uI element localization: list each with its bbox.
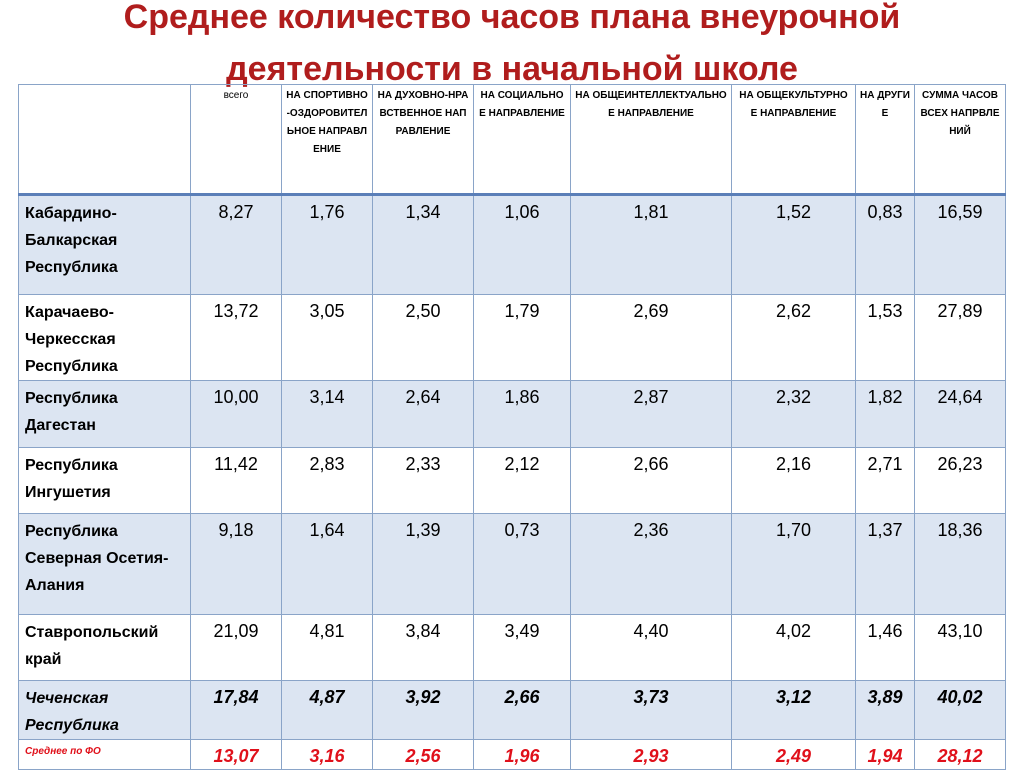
value-cell: 3,73: [571, 681, 732, 740]
average-value-cell: 13,07: [191, 740, 282, 770]
header-cell-moral: НА ДУХОВНО-НРАВСТВЕННОЕ НАПРАВЛЕНИЕ: [373, 85, 474, 195]
value-cell: 1,34: [373, 195, 474, 295]
value-cell: 3,89: [856, 681, 915, 740]
value-cell: 10,00: [191, 381, 282, 448]
value-cell: 13,72: [191, 295, 282, 381]
table-row: [19, 195, 1006, 295]
header-cell-sum: СУММА ЧАСОВ ВСЕХ НАПРВЛЕНИЙ: [915, 85, 1006, 195]
header-cell-cultural: НА ОБЩЕКУЛЬТУРНОЕ НАПРАВЛЕНИЕ: [732, 85, 856, 195]
header-cell-empty: [19, 85, 191, 195]
table-row: [19, 615, 1006, 681]
value-cell: 27,89: [915, 295, 1006, 381]
value-cell: 2,50: [373, 295, 474, 381]
value-cell: 1,64: [282, 514, 373, 615]
value-cell: 4,02: [732, 615, 856, 681]
region-cell: Карачаево-Черкесская Республика: [19, 295, 191, 381]
value-cell: 1,81: [571, 195, 732, 295]
value-cell: 1,39: [373, 514, 474, 615]
value-cell: 9,18: [191, 514, 282, 615]
table-row: [19, 295, 1006, 381]
value-cell: 1,53: [856, 295, 915, 381]
value-cell: 2,33: [373, 448, 474, 514]
value-cell: 3,05: [282, 295, 373, 381]
value-cell: 2,32: [732, 381, 856, 448]
value-cell: 2,36: [571, 514, 732, 615]
hours-table: [18, 84, 1006, 770]
average-label: Среднее по ФО: [19, 740, 191, 770]
average-value-cell: 2,56: [373, 740, 474, 770]
value-cell: 2,64: [373, 381, 474, 448]
value-cell: 40,02: [915, 681, 1006, 740]
value-cell: 1,76: [282, 195, 373, 295]
table-row: [19, 448, 1006, 514]
header-cell-total: всего: [191, 85, 282, 195]
value-cell: 8,27: [191, 195, 282, 295]
value-cell: 2,83: [282, 448, 373, 514]
header-cell-sport: НА СПОРТИВНО-ОЗДОРОВИТЕЛЬНОЕ НАПРАВЛЕНИЕ: [282, 85, 373, 195]
region-cell: Республика Дагестан: [19, 381, 191, 448]
value-cell: 2,66: [474, 681, 571, 740]
value-cell: 2,87: [571, 381, 732, 448]
value-cell: 24,64: [915, 381, 1006, 448]
value-cell: 1,86: [474, 381, 571, 448]
value-cell: 3,12: [732, 681, 856, 740]
header-row: [19, 85, 1006, 195]
value-cell: 3,49: [474, 615, 571, 681]
value-cell: 26,23: [915, 448, 1006, 514]
average-value-cell: 28,12: [915, 740, 1006, 770]
value-cell: 1,82: [856, 381, 915, 448]
value-cell: 1,70: [732, 514, 856, 615]
average-value-cell: 2,93: [571, 740, 732, 770]
value-cell: 3,14: [282, 381, 373, 448]
value-cell: 17,84: [191, 681, 282, 740]
region-cell: Чеченская Республика: [19, 681, 191, 740]
region-cell: Республика Северная Осетия-Алания: [19, 514, 191, 615]
region-cell: Республика Ингушетия: [19, 448, 191, 514]
value-cell: 2,16: [732, 448, 856, 514]
value-cell: 2,62: [732, 295, 856, 381]
table-row: [19, 681, 1006, 740]
average-value-cell: 1,94: [856, 740, 915, 770]
value-cell: 18,36: [915, 514, 1006, 615]
value-cell: 0,83: [856, 195, 915, 295]
region-cell: Кабардино-Балкарская Республика: [19, 195, 191, 295]
value-cell: 0,73: [474, 514, 571, 615]
value-cell: 1,79: [474, 295, 571, 381]
value-cell: 2,71: [856, 448, 915, 514]
value-cell: 43,10: [915, 615, 1006, 681]
title-line-1: Среднее количество часов плана внеурочной: [123, 0, 901, 36]
header-cell-social: НА СОЦИАЛЬНОЕ НАПРАВЛЕНИЕ: [474, 85, 571, 195]
header-cell-intellectual: НА ОБЩЕИНТЕЛЛЕКТУАЛЬНОЕ НАПРАВЛЕНИЕ: [571, 85, 732, 195]
value-cell: 2,66: [571, 448, 732, 514]
value-cell: 16,59: [915, 195, 1006, 295]
table-row: [19, 514, 1006, 615]
average-value-cell: 1,96: [474, 740, 571, 770]
value-cell: 11,42: [191, 448, 282, 514]
value-cell: 1,52: [732, 195, 856, 295]
value-cell: 4,40: [571, 615, 732, 681]
value-cell: 1,46: [856, 615, 915, 681]
average-value-cell: 2,49: [732, 740, 856, 770]
average-row: [19, 740, 1006, 770]
value-cell: 2,69: [571, 295, 732, 381]
value-cell: 2,12: [474, 448, 571, 514]
table-body: [19, 195, 1006, 770]
header-cell-other: НА ДРУГИЕ: [856, 85, 915, 195]
title-line-2: деятельности в начальной школе: [226, 50, 798, 88]
value-cell: 3,92: [373, 681, 474, 740]
average-value-cell: 3,16: [282, 740, 373, 770]
region-cell: Ставропольский край: [19, 615, 191, 681]
value-cell: 4,81: [282, 615, 373, 681]
value-cell: 4,87: [282, 681, 373, 740]
table-header: [19, 85, 1006, 195]
value-cell: 3,84: [373, 615, 474, 681]
table-row: [19, 381, 1006, 448]
value-cell: 1,37: [856, 514, 915, 615]
value-cell: 1,06: [474, 195, 571, 295]
value-cell: 21,09: [191, 615, 282, 681]
slide-title: [0, 0, 1024, 92]
